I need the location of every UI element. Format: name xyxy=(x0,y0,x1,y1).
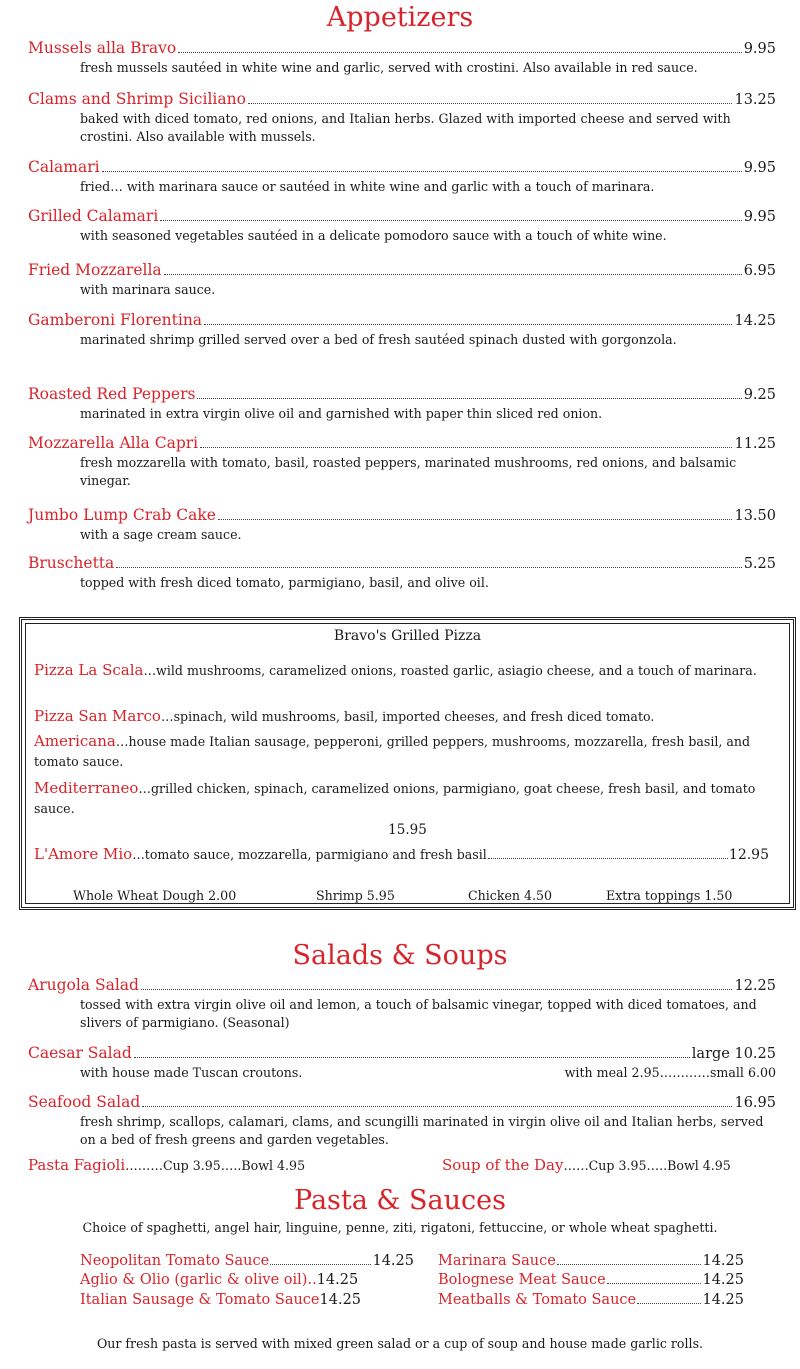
pizza-description: …house made Italian sausage, pepperoni, grilled peppers, mushrooms, mozzarella, fresh basil, and tomato sauce. xyxy=(34,734,751,769)
item-name: Mussels alla Bravo xyxy=(28,39,177,57)
sauce-price: 14.25 xyxy=(702,1272,744,1288)
extra-option: Whole Wheat Dough 2.00 xyxy=(73,888,237,903)
item-description: marinated shrimp grilled served over a bed of fresh sautéed spinach dusted with gorgonzola. xyxy=(80,332,677,347)
sauce-name: Marinara Sauce xyxy=(438,1253,556,1269)
item-description: fresh shrimp, scallops, calamari, clams, and scungilli marinated in virgin olive oil and Italian herbs, served on a bed of fresh greens and garden vegetables. xyxy=(80,1114,764,1147)
sauce-price: 14.25 xyxy=(702,1253,744,1269)
leader-dots xyxy=(607,1283,702,1284)
salads-title: Salads & Soups xyxy=(292,940,508,971)
extra-option: Chicken 4.50 xyxy=(468,888,553,903)
pasta-subtitle: Choice of spaghetti, angel hair, linguine, penne, ziti, rigatoni, fettuccine, or whole wheat spaghetti. xyxy=(82,1220,718,1235)
menu-item xyxy=(28,260,776,299)
menu-item xyxy=(28,1043,776,1082)
menu-item xyxy=(28,38,776,77)
item-extra: with meal 2.95…………small 6.00 xyxy=(564,1065,776,1080)
sauce-name: Aglio & Olio (garlic & olive oil).. xyxy=(80,1272,317,1288)
item-name: Arugola Salad xyxy=(28,976,139,994)
pasta-title: Pasta & Sauces xyxy=(294,1185,506,1216)
leader-dots xyxy=(200,447,732,448)
sauce-name: Meatballs & Tomato Sauce xyxy=(438,1292,637,1308)
item-description: with house made Tuscan croutons. xyxy=(80,1065,303,1080)
item-name: Seafood Salad xyxy=(28,1093,141,1111)
pizza-name: Pizza La Scala xyxy=(34,661,144,679)
item-price: 9.95 xyxy=(743,160,776,176)
item-name: Roasted Red Peppers xyxy=(28,385,196,403)
leader-dots xyxy=(102,171,742,172)
item-name: Bruschetta xyxy=(28,554,115,572)
soup-name: Soup of the Day xyxy=(442,1156,564,1174)
item-description: with marinara sauce. xyxy=(80,282,216,297)
pizza-description: …spinach, wild mushrooms, basil, imported cheeses, and fresh diced tomato. xyxy=(160,709,655,724)
item-description: baked with diced tomato, red onions, and Italian herbs. Glazed with imported cheese and served with crostini. Also available with mussels. xyxy=(80,111,731,144)
item-description: fresh mussels sautéed in white wine and garlic, served with crostini. Also available in red sauce. xyxy=(80,60,698,75)
leader-dots xyxy=(178,52,741,53)
leader-dots xyxy=(142,1106,732,1107)
sauce-price: 14.25 xyxy=(372,1253,414,1269)
pizza-group-price: 15.95 xyxy=(388,822,427,838)
pizza-item xyxy=(34,731,789,772)
extra-option: Shrimp 5.95 xyxy=(316,888,395,903)
sauce-name: Italian Sausage & Tomato Sauce xyxy=(80,1292,320,1308)
item-price: 6.95 xyxy=(743,263,776,279)
menu-item xyxy=(28,505,776,544)
leader-dots xyxy=(218,519,733,520)
leader-dots xyxy=(488,858,728,859)
appetizers-title: Appetizers xyxy=(326,2,474,33)
menu-item xyxy=(28,1092,776,1149)
leader-dots xyxy=(248,103,733,104)
item-description: with a sage cream sauce. xyxy=(80,527,242,542)
item-description: fresh mozzarella with tomato, basil, roasted peppers, marinated mushrooms, red onions, and balsamic vinegar. xyxy=(80,455,737,488)
pizza-description: …grilled chicken, spinach, caramelized onions, parmigiano, goat cheese, fresh basil, and tomato sauce. xyxy=(34,781,756,816)
pizza-item xyxy=(34,778,789,819)
menu-item xyxy=(28,310,776,349)
item-price: 11.25 xyxy=(734,436,776,452)
leader-dots xyxy=(116,567,741,568)
menu-item xyxy=(28,975,776,1032)
menu-item xyxy=(28,553,776,592)
item-price: 16.95 xyxy=(734,1095,776,1111)
pizza-description: …tomato sauce, mozzarella, parmigiano and fresh basil xyxy=(132,847,487,862)
leader-dots xyxy=(270,1264,371,1265)
sauce-item xyxy=(80,1270,414,1290)
leader-dots xyxy=(204,324,732,325)
item-name: Caesar Salad xyxy=(28,1044,132,1062)
sauce-item xyxy=(438,1270,744,1290)
soup-name: Pasta Fagioli xyxy=(28,1156,126,1174)
menu-item xyxy=(28,206,776,245)
item-price: large 10.25 xyxy=(691,1046,776,1062)
sauce-name: Neopolitan Tomato Sauce xyxy=(80,1253,270,1269)
item-price: 9.95 xyxy=(743,209,776,225)
extra-option: Extra toppings 1.50 xyxy=(606,888,733,903)
item-name: Calamari xyxy=(28,158,100,176)
pizza-name: Pizza San Marco xyxy=(34,707,161,725)
item-description-row xyxy=(80,1064,776,1082)
item-name: Fried Mozzarella xyxy=(28,261,162,279)
sauce-item xyxy=(80,1290,414,1310)
pasta-footer: Our fresh pasta is served with mixed green salad or a cup of soup and house made garlic rolls. xyxy=(96,1336,704,1351)
pizza-name: Mediterraneo xyxy=(34,779,139,797)
item-name: Grilled Calamari xyxy=(28,207,159,225)
soup-price: ……Cup 3.95…..Bowl 4.95 xyxy=(563,1158,731,1173)
pizza-item-amore xyxy=(34,844,769,865)
item-name: Mozzarella Alla Capri xyxy=(28,434,199,452)
menu-item xyxy=(28,89,776,146)
pizza-name: L'Amore Mio xyxy=(34,845,133,863)
sauce-name: Bolognese Meat Sauce xyxy=(438,1272,606,1288)
pizza-title: Bravo's Grilled Pizza xyxy=(333,628,482,644)
sauce-price: 14.25 xyxy=(316,1272,359,1288)
item-price: 9.25 xyxy=(743,387,776,403)
sauce-price: 14.25 xyxy=(319,1292,362,1308)
item-description: topped with fresh diced tomato, parmigiano, basil, and olive oil. xyxy=(80,575,489,590)
item-price: 5.25 xyxy=(743,556,776,572)
leader-dots xyxy=(637,1303,701,1304)
leader-dots xyxy=(141,989,733,990)
pizza-description: …wild mushrooms, caramelized onions, roasted garlic, asiagio cheese, and a touch of marinara. xyxy=(143,663,757,678)
leader-dots xyxy=(134,1057,690,1058)
item-description: marinated in extra virgin olive oil and garnished with paper thin sliced red onion. xyxy=(80,406,603,421)
soup-item xyxy=(28,1156,305,1174)
pizza-item xyxy=(34,706,789,727)
item-name: Jumbo Lump Crab Cake xyxy=(28,506,216,524)
menu-item xyxy=(28,157,776,196)
menu-item xyxy=(28,384,776,423)
item-price: 13.50 xyxy=(734,508,776,524)
menu-item xyxy=(28,433,776,490)
leader-dots xyxy=(197,398,741,399)
pizza-item xyxy=(34,660,789,681)
sauce-item xyxy=(438,1290,744,1310)
item-description: fried… with marinara sauce or sautéed in white wine and garlic with a touch of marinara. xyxy=(80,179,655,194)
sauce-item xyxy=(80,1251,414,1271)
pizza-name: Americana xyxy=(34,732,116,750)
item-price: 14.25 xyxy=(734,313,776,329)
leader-dots xyxy=(160,220,741,221)
item-name: Gamberoni Florentina xyxy=(28,311,203,329)
sauce-item xyxy=(438,1251,744,1271)
soup-price: ………Cup 3.95…..Bowl 4.95 xyxy=(125,1158,306,1173)
item-price: 13.25 xyxy=(734,92,776,108)
item-name: Clams and Shrimp Siciliano xyxy=(28,90,246,108)
pizza-box xyxy=(19,617,796,910)
pizza-box-inner xyxy=(25,623,790,904)
leader-dots xyxy=(164,274,742,275)
item-description: tossed with extra virgin olive oil and lemon, a touch of balsamic vinegar, topped with diced tomatoes, and slivers of parmigiano. (Seasonal) xyxy=(80,997,757,1030)
item-price: 12.25 xyxy=(734,978,776,994)
item-description: with seasoned vegetables sautéed in a delicate pomodoro sauce with a touch of white wine. xyxy=(80,228,667,243)
soup-item xyxy=(442,1156,731,1174)
sauce-price: 14.25 xyxy=(702,1292,744,1308)
item-price: 9.95 xyxy=(743,41,776,57)
leader-dots xyxy=(557,1264,702,1265)
pizza-price: 12.95 xyxy=(728,847,769,863)
